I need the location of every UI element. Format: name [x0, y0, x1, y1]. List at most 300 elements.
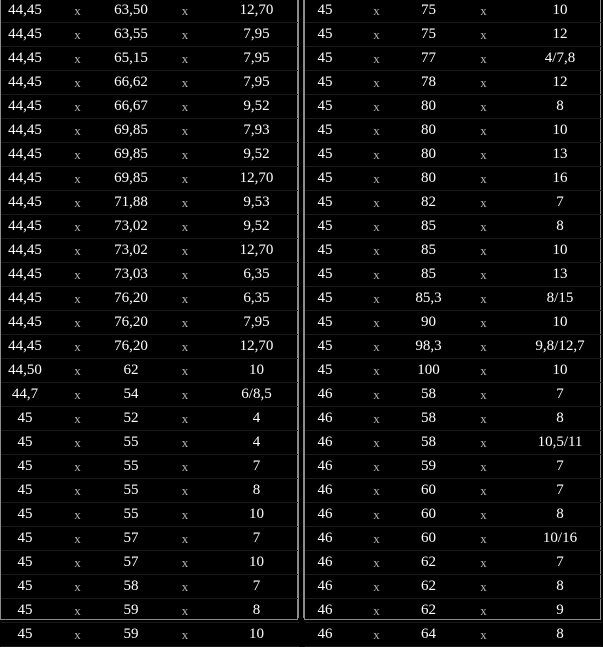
- dimension-separator: x: [449, 95, 518, 119]
- outer-diameter-cell: 52: [106, 407, 156, 431]
- inner-diameter-cell: 45: [1, 551, 49, 575]
- outer-diameter-cell: 98,3: [408, 335, 449, 359]
- dimension-separator: x: [345, 119, 408, 143]
- thickness-cell: 13: [518, 263, 602, 287]
- thickness-cell: 10: [518, 0, 602, 23]
- dimension-separator: x: [345, 551, 408, 575]
- outer-diameter-cell: 62: [408, 575, 449, 599]
- table-row: [305, 575, 602, 599]
- inner-diameter-cell: 45: [1, 479, 49, 503]
- outer-diameter-cell: 66,67: [106, 95, 156, 119]
- table-row: [1, 527, 299, 551]
- inner-diameter-cell: 45: [305, 95, 345, 119]
- dimension-separator: x: [49, 71, 106, 95]
- table-row: [305, 383, 602, 407]
- table-row: [1, 215, 299, 239]
- outer-diameter-cell: 55: [106, 455, 156, 479]
- dimension-separator: x: [156, 263, 214, 287]
- inner-diameter-cell: 45: [305, 191, 345, 215]
- table-row: [305, 95, 602, 119]
- dimension-separator: x: [449, 599, 518, 623]
- table-row: [1, 311, 299, 335]
- table-row: [305, 311, 602, 335]
- thickness-cell: 4: [214, 431, 299, 455]
- dimension-separator: x: [449, 455, 518, 479]
- table-row: [305, 551, 602, 575]
- table-row: [305, 623, 602, 647]
- left-size-table-panel: [0, 0, 298, 642]
- inner-diameter-cell: 44,45: [1, 0, 49, 23]
- inner-diameter-cell: 46: [305, 623, 345, 647]
- dimension-separator: x: [449, 47, 518, 71]
- outer-diameter-cell: 57: [106, 527, 156, 551]
- inner-diameter-cell: 44,45: [1, 335, 49, 359]
- dimension-separator: x: [345, 239, 408, 263]
- thickness-cell: 8: [518, 407, 602, 431]
- outer-diameter-cell: 60: [408, 479, 449, 503]
- dimension-separator: x: [449, 215, 518, 239]
- inner-diameter-cell: 44,45: [1, 23, 49, 47]
- inner-diameter-cell: 46: [305, 551, 345, 575]
- thickness-cell: 12,70: [214, 239, 299, 263]
- dimension-separator: x: [156, 407, 214, 431]
- inner-diameter-cell: 44,45: [1, 287, 49, 311]
- thickness-cell: 7: [518, 191, 602, 215]
- thickness-cell: 7,95: [214, 47, 299, 71]
- thickness-cell: 10: [214, 623, 299, 647]
- inner-diameter-cell: 45: [305, 71, 345, 95]
- table-row: [1, 575, 299, 599]
- thickness-cell: 4: [214, 407, 299, 431]
- dimension-separator: x: [49, 551, 106, 575]
- outer-diameter-cell: 75: [408, 23, 449, 47]
- outer-diameter-cell: 77: [408, 47, 449, 71]
- dimension-separator: x: [345, 503, 408, 527]
- dimension-separator: x: [345, 23, 408, 47]
- inner-diameter-cell: 45: [305, 239, 345, 263]
- dimension-separator: x: [449, 119, 518, 143]
- table-row: [1, 47, 299, 71]
- dimension-separator: x: [345, 95, 408, 119]
- dimension-separator: x: [156, 503, 214, 527]
- outer-diameter-cell: 59: [408, 455, 449, 479]
- dimension-separator: x: [449, 23, 518, 47]
- inner-diameter-cell: 46: [305, 431, 345, 455]
- dimension-separator: x: [49, 359, 106, 383]
- dimension-separator: x: [156, 167, 214, 191]
- dimension-separator: x: [449, 287, 518, 311]
- table-row: [1, 167, 299, 191]
- outer-diameter-cell: 69,85: [106, 119, 156, 143]
- table-row: [305, 359, 602, 383]
- outer-diameter-cell: 90: [408, 311, 449, 335]
- dimension-separator: x: [345, 167, 408, 191]
- table-row: [1, 119, 299, 143]
- inner-diameter-cell: 45: [305, 287, 345, 311]
- table-row: [305, 191, 602, 215]
- outer-diameter-cell: 85: [408, 263, 449, 287]
- dimension-separator: x: [156, 599, 214, 623]
- dimension-separator: x: [156, 455, 214, 479]
- inner-diameter-cell: 46: [305, 455, 345, 479]
- outer-diameter-cell: 78: [408, 71, 449, 95]
- inner-diameter-cell: 44,45: [1, 71, 49, 95]
- table-row: [305, 0, 602, 23]
- inner-diameter-cell: 44,45: [1, 47, 49, 71]
- inner-diameter-cell: 44,45: [1, 167, 49, 191]
- inner-diameter-cell: 46: [305, 479, 345, 503]
- dimension-separator: x: [345, 479, 408, 503]
- outer-diameter-cell: 57: [106, 551, 156, 575]
- dimension-separator: x: [449, 623, 518, 647]
- outer-diameter-cell: 63,55: [106, 23, 156, 47]
- dimension-separator: x: [49, 287, 106, 311]
- table-row: [1, 71, 299, 95]
- dimension-separator: x: [345, 407, 408, 431]
- thickness-cell: 7: [214, 455, 299, 479]
- thickness-cell: 6,35: [214, 263, 299, 287]
- thickness-cell: 7: [518, 551, 602, 575]
- table-row: [1, 479, 299, 503]
- inner-diameter-cell: 45: [305, 359, 345, 383]
- outer-diameter-cell: 58: [106, 575, 156, 599]
- dimension-separator: x: [49, 215, 106, 239]
- dimension-separator: x: [449, 431, 518, 455]
- inner-diameter-cell: 45: [305, 311, 345, 335]
- thickness-cell: 10: [518, 119, 602, 143]
- dimension-separator: x: [49, 527, 106, 551]
- dimension-separator: x: [345, 335, 408, 359]
- thickness-cell: 7: [214, 575, 299, 599]
- inner-diameter-cell: 44,50: [1, 359, 49, 383]
- thickness-cell: 8: [518, 95, 602, 119]
- thickness-cell: 13: [518, 143, 602, 167]
- dimension-separator: x: [49, 23, 106, 47]
- dimension-separator: x: [156, 0, 214, 23]
- dimension-separator: x: [156, 527, 214, 551]
- left-size-table-body: [1, 0, 299, 647]
- outer-diameter-cell: 63,50: [106, 0, 156, 23]
- left-size-table: [1, 0, 299, 647]
- thickness-cell: 12: [518, 23, 602, 47]
- table-row: [305, 143, 602, 167]
- dimension-separator: x: [345, 527, 408, 551]
- dimension-separator: x: [156, 239, 214, 263]
- thickness-cell: 9,52: [214, 95, 299, 119]
- dimension-separator: x: [345, 575, 408, 599]
- dimension-separator: x: [345, 359, 408, 383]
- inner-diameter-cell: 44,45: [1, 263, 49, 287]
- table-row: [1, 503, 299, 527]
- dimension-separator: x: [345, 623, 408, 647]
- thickness-cell: 12: [518, 71, 602, 95]
- thickness-cell: 7,95: [214, 71, 299, 95]
- dimension-separator: x: [156, 143, 214, 167]
- outer-diameter-cell: 73,02: [106, 215, 156, 239]
- thickness-cell: 16: [518, 167, 602, 191]
- table-row: [305, 287, 602, 311]
- dimension-separator: x: [49, 599, 106, 623]
- table-row: [1, 263, 299, 287]
- dimension-separator: x: [156, 551, 214, 575]
- right-size-table: [305, 0, 602, 647]
- inner-diameter-cell: 45: [305, 335, 345, 359]
- thickness-cell: 12,70: [214, 167, 299, 191]
- table-row: [1, 143, 299, 167]
- inner-diameter-cell: 45: [1, 455, 49, 479]
- dimension-separator: x: [49, 431, 106, 455]
- dimension-separator: x: [449, 503, 518, 527]
- dimension-separator: x: [449, 479, 518, 503]
- dimension-separator: x: [449, 263, 518, 287]
- table-row: [1, 623, 299, 647]
- thickness-cell: 8: [518, 215, 602, 239]
- outer-diameter-cell: 73,02: [106, 239, 156, 263]
- thickness-cell: 10: [214, 551, 299, 575]
- table-row: [1, 431, 299, 455]
- table-row: [1, 551, 299, 575]
- outer-diameter-cell: 59: [106, 599, 156, 623]
- thickness-cell: 6,35: [214, 287, 299, 311]
- table-row: [1, 95, 299, 119]
- table-row: [1, 0, 299, 23]
- thickness-cell: 8: [214, 479, 299, 503]
- inner-diameter-cell: 44,45: [1, 215, 49, 239]
- thickness-cell: 8: [214, 599, 299, 623]
- table-row: [305, 71, 602, 95]
- thickness-cell: 10,5/11: [518, 431, 602, 455]
- dimension-separator: x: [156, 23, 214, 47]
- thickness-cell: 7,95: [214, 23, 299, 47]
- dimension-separator: x: [49, 455, 106, 479]
- table-row: [305, 479, 602, 503]
- outer-diameter-cell: 66,62: [106, 71, 156, 95]
- table-row: [1, 191, 299, 215]
- inner-diameter-cell: 46: [305, 407, 345, 431]
- dimension-separator: x: [49, 383, 106, 407]
- dimension-separator: x: [449, 191, 518, 215]
- thickness-cell: 8/15: [518, 287, 602, 311]
- inner-diameter-cell: 46: [305, 575, 345, 599]
- dimension-separator: x: [345, 143, 408, 167]
- outer-diameter-cell: 58: [408, 407, 449, 431]
- inner-diameter-cell: 45: [305, 167, 345, 191]
- dimension-separator: x: [156, 431, 214, 455]
- dimension-separator: x: [449, 71, 518, 95]
- dimension-separator: x: [156, 95, 214, 119]
- outer-diameter-cell: 80: [408, 119, 449, 143]
- table-row: [1, 359, 299, 383]
- thickness-cell: 10: [518, 311, 602, 335]
- thickness-cell: 10: [518, 239, 602, 263]
- inner-diameter-cell: 46: [305, 527, 345, 551]
- thickness-cell: 9,52: [214, 215, 299, 239]
- inner-diameter-cell: 44,45: [1, 143, 49, 167]
- thickness-cell: 7,93: [214, 119, 299, 143]
- dimension-separator: x: [156, 575, 214, 599]
- table-row: [1, 599, 299, 623]
- dimension-separator: x: [156, 479, 214, 503]
- thickness-cell: 9,8/12,7: [518, 335, 602, 359]
- table-row: [305, 599, 602, 623]
- outer-diameter-cell: 76,20: [106, 287, 156, 311]
- inner-diameter-cell: 44,45: [1, 239, 49, 263]
- thickness-cell: 7: [518, 455, 602, 479]
- inner-diameter-cell: 45: [1, 431, 49, 455]
- table-row: [1, 239, 299, 263]
- dimension-separator: x: [449, 0, 518, 23]
- table-row: [1, 287, 299, 311]
- table-row: [1, 455, 299, 479]
- thickness-cell: 9,52: [214, 143, 299, 167]
- table-row: [305, 239, 602, 263]
- inner-diameter-cell: 45: [1, 407, 49, 431]
- table-row: [305, 335, 602, 359]
- thickness-cell: 12,70: [214, 335, 299, 359]
- dimension-separator: x: [345, 47, 408, 71]
- dimension-separator: x: [49, 0, 106, 23]
- outer-diameter-cell: 59: [106, 623, 156, 647]
- dimension-separator: x: [345, 431, 408, 455]
- dimension-separator: x: [49, 263, 106, 287]
- outer-diameter-cell: 80: [408, 143, 449, 167]
- outer-diameter-cell: 54: [106, 383, 156, 407]
- outer-diameter-cell: 69,85: [106, 167, 156, 191]
- inner-diameter-cell: 45: [1, 527, 49, 551]
- inner-diameter-cell: 44,45: [1, 191, 49, 215]
- dimension-separator: x: [449, 335, 518, 359]
- table-row: [305, 215, 602, 239]
- outer-diameter-cell: 65,15: [106, 47, 156, 71]
- inner-diameter-cell: 45: [305, 215, 345, 239]
- thickness-cell: 12,70: [214, 0, 299, 23]
- dimension-separator: x: [449, 383, 518, 407]
- dimension-separator: x: [449, 575, 518, 599]
- table-row: [305, 263, 602, 287]
- dimension-separator: x: [449, 311, 518, 335]
- outer-diameter-cell: 64: [408, 623, 449, 647]
- dimension-separator: x: [345, 191, 408, 215]
- dimension-separator: x: [49, 623, 106, 647]
- dimension-separator: x: [49, 119, 106, 143]
- table-row: [1, 383, 299, 407]
- dimension-separator: x: [345, 287, 408, 311]
- outer-diameter-cell: 62: [106, 359, 156, 383]
- thickness-cell: 7,95: [214, 311, 299, 335]
- dimension-separator: x: [449, 167, 518, 191]
- thickness-cell: 7: [518, 479, 602, 503]
- table-row: [305, 47, 602, 71]
- dimension-separator: x: [49, 407, 106, 431]
- inner-diameter-cell: 46: [305, 599, 345, 623]
- outer-diameter-cell: 82: [408, 191, 449, 215]
- thickness-cell: 10: [214, 359, 299, 383]
- dimension-separator: x: [345, 71, 408, 95]
- outer-diameter-cell: 85: [408, 215, 449, 239]
- table-row: [305, 431, 602, 455]
- thickness-cell: 10: [214, 503, 299, 527]
- dimension-separator: x: [49, 479, 106, 503]
- dimension-separator: x: [156, 215, 214, 239]
- outer-diameter-cell: 85: [408, 239, 449, 263]
- dimension-separator: x: [449, 359, 518, 383]
- dimension-separator: x: [449, 527, 518, 551]
- inner-diameter-cell: 44,7: [1, 383, 49, 407]
- inner-diameter-cell: 45: [305, 263, 345, 287]
- outer-diameter-cell: 55: [106, 503, 156, 527]
- dimension-separator: x: [156, 311, 214, 335]
- thickness-cell: 8: [518, 575, 602, 599]
- dimension-separator: x: [345, 599, 408, 623]
- dimension-separator: x: [449, 143, 518, 167]
- dimension-separator: x: [49, 575, 106, 599]
- thickness-cell: 9: [518, 599, 602, 623]
- dimension-separator: x: [345, 311, 408, 335]
- dimension-separator: x: [345, 215, 408, 239]
- inner-diameter-cell: 45: [305, 119, 345, 143]
- outer-diameter-cell: 76,20: [106, 335, 156, 359]
- outer-diameter-cell: 80: [408, 167, 449, 191]
- table-row: [1, 335, 299, 359]
- dimension-separator: x: [449, 407, 518, 431]
- outer-diameter-cell: 71,88: [106, 191, 156, 215]
- dimension-separator: x: [449, 239, 518, 263]
- inner-diameter-cell: 45: [305, 143, 345, 167]
- outer-diameter-cell: 80: [408, 95, 449, 119]
- outer-diameter-cell: 69,85: [106, 143, 156, 167]
- outer-diameter-cell: 58: [408, 383, 449, 407]
- inner-diameter-cell: 46: [305, 503, 345, 527]
- right-size-table-panel: [304, 0, 601, 642]
- table-row: [305, 119, 602, 143]
- outer-diameter-cell: 85,3: [408, 287, 449, 311]
- thickness-cell: 8: [518, 623, 602, 647]
- outer-diameter-cell: 55: [106, 479, 156, 503]
- dimension-separator: x: [49, 335, 106, 359]
- dimension-separator: x: [156, 119, 214, 143]
- thickness-cell: 7: [518, 383, 602, 407]
- dimension-separator: x: [156, 191, 214, 215]
- outer-diameter-cell: 58: [408, 431, 449, 455]
- outer-diameter-cell: 60: [408, 503, 449, 527]
- inner-diameter-cell: 45: [1, 623, 49, 647]
- dimension-separator: x: [156, 623, 214, 647]
- dimension-separator: x: [49, 143, 106, 167]
- thickness-cell: 4/7,8: [518, 47, 602, 71]
- table-row: [305, 23, 602, 47]
- dimension-separator: x: [49, 311, 106, 335]
- outer-diameter-cell: 62: [408, 551, 449, 575]
- inner-diameter-cell: 44,45: [1, 311, 49, 335]
- inner-diameter-cell: 45: [1, 503, 49, 527]
- table-row: [305, 167, 602, 191]
- table-row: [1, 23, 299, 47]
- inner-diameter-cell: 45: [305, 47, 345, 71]
- outer-diameter-cell: 60: [408, 527, 449, 551]
- inner-diameter-cell: 45: [305, 0, 345, 23]
- thickness-cell: 10: [518, 359, 602, 383]
- thickness-cell: 9,53: [214, 191, 299, 215]
- inner-diameter-cell: 46: [305, 383, 345, 407]
- dimension-separator: x: [156, 287, 214, 311]
- inner-diameter-cell: 44,45: [1, 95, 49, 119]
- dimension-separator: x: [49, 503, 106, 527]
- dimension-separator: x: [49, 239, 106, 263]
- table-row: [305, 527, 602, 551]
- dimension-separator: x: [49, 95, 106, 119]
- inner-diameter-cell: 45: [1, 599, 49, 623]
- outer-diameter-cell: 55: [106, 431, 156, 455]
